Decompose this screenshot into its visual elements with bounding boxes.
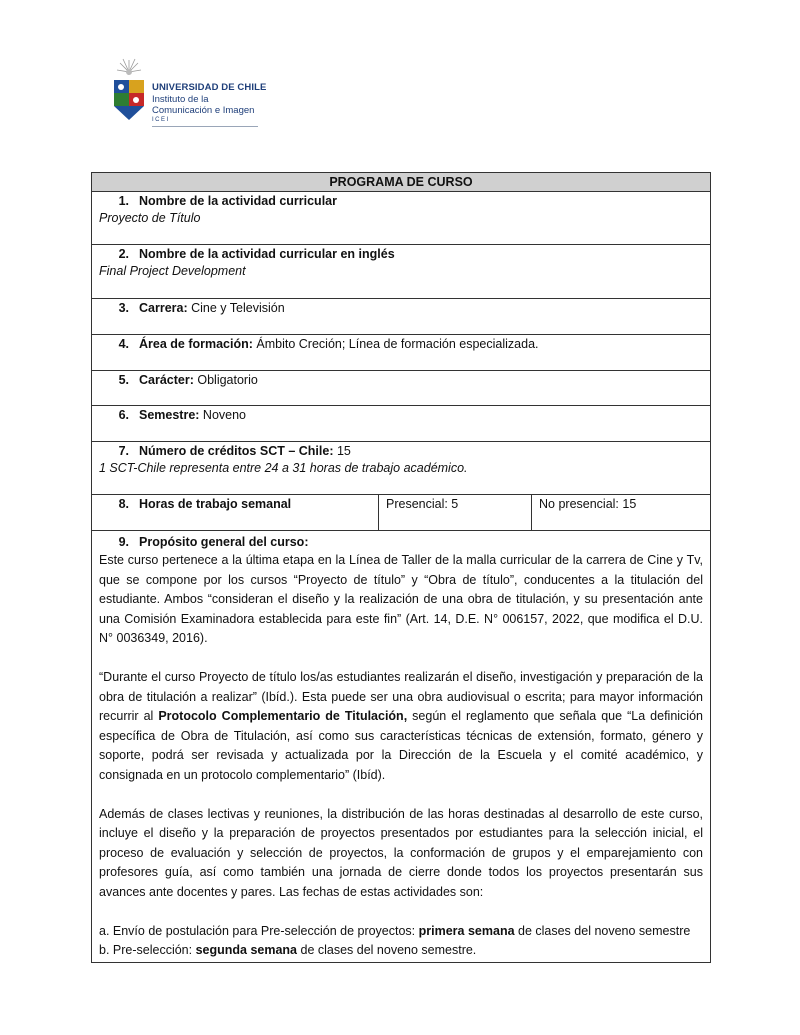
table-header: PROGRAMA DE CURSO <box>92 172 710 191</box>
section-number: 1. <box>118 194 129 208</box>
section-number: 8. <box>118 497 129 511</box>
logo-acronym: ICEI <box>152 117 170 123</box>
protocol-reference: Protocolo Complementario de Titulación, <box>158 709 408 724</box>
course-program-table <box>91 172 711 963</box>
section-career <box>92 298 710 334</box>
section-semester <box>92 405 710 441</box>
activity-item-a <box>92 922 710 942</box>
logo-divider <box>152 126 258 127</box>
section-number: 5. <box>118 373 129 387</box>
activity-text: de clases del noveno semestre. <box>297 943 477 958</box>
section-value: Cine y Televisión <box>187 301 285 315</box>
section-number: 6. <box>118 408 129 422</box>
hours-no-presencial: No presencial: 15 <box>539 497 637 511</box>
logo-institute-line1: Instituto de la <box>152 94 209 105</box>
section-value: Proyecto de Título <box>99 211 201 225</box>
activity-text: de clases del noveno semestre <box>514 923 691 938</box>
section-activity-name <box>92 191 710 244</box>
section-label: Semestre: <box>139 408 200 422</box>
section-label: Horas de trabajo semanal <box>139 497 292 511</box>
purpose-text: “Durante el curso Proyecto de título los/as estudiantes realizarán el diseño, investigación y preparación de la obra de titulación a realizar” (Ibíd.). Esta puede ser una obra audiovisual o escrita; para mayor información recurrir al <box>99 669 703 724</box>
section-training-area <box>92 334 710 370</box>
section-number: 2. <box>118 247 129 261</box>
section-value: Obligatorio <box>193 373 258 387</box>
activity-text: a. Envío de postulación para Pre-selección de proyectos: <box>99 923 419 938</box>
section-label: Nombre de la actividad curricular en inglés <box>139 247 395 261</box>
credits-note: 1 SCT-Chile representa entre 24 a 31 horas de trabajo académico. <box>99 461 468 475</box>
purpose-paragraph-2 <box>92 668 710 786</box>
section-label: Número de créditos SCT – Chile: <box>139 444 334 458</box>
university-crest-icon <box>108 58 150 128</box>
section-weekly-hours <box>92 494 710 530</box>
purpose-paragraph-3: Además de clases lectivas y reuniones, la distribución de las horas destinadas al desarrollo de este curso, incluye el diseño y la preparación de proyectos presentados por estudiantes para la selección inicial, el proceso de evaluación y selección de proyectos, la conformación de grupos y el emparejamiento con profesores guía, así como también una jornada de cierre donde todos los proyectos presentarán sus avances ante docentes y pares. Las fechas de estas actividades son: <box>99 806 703 899</box>
activity-week: primera semana <box>418 923 515 938</box>
purpose-paragraph-1: Este curso pertenece a la última etapa en la Línea de Taller de la malla curricular de la carrera de Cine y Tv, que se compone por los cursos “Proyecto de título” y “Obra de título”, conducentes a la titulación del estudiante. Ambos “consideran el diseño y la realización de una obra de titulación, y su presentación ante una Comisión Examinadora establecida para este fin” (Art. 14, D.E. N° 006157, 2022, que modifica el D.U. N° 0036349, 2016). <box>99 553 703 646</box>
section-number: 9. <box>118 535 129 549</box>
university-logo <box>108 58 268 128</box>
section-label: Carrera: <box>139 301 188 315</box>
section-label: Propósito general del curso: <box>139 535 309 549</box>
section-value: Noveno <box>199 408 247 422</box>
section-label: Nombre de la actividad curricular <box>139 194 337 208</box>
section-value: Final Project Development <box>99 264 246 278</box>
logo-university-name: UNIVERSIDAD DE CHILE <box>152 82 267 93</box>
section-value: Ámbito Creción; Línea de formación especializada. <box>252 337 539 351</box>
section-number: 7. <box>118 444 129 458</box>
section-number: 3. <box>118 301 129 315</box>
section-course-purpose <box>92 530 710 962</box>
activity-text: b. Pre-selección: <box>99 943 196 958</box>
section-value: 15 <box>333 444 351 458</box>
activity-week: segunda semana <box>195 943 298 958</box>
activity-item-b <box>92 941 710 961</box>
section-label: Área de formación: <box>139 337 253 351</box>
logo-institute-line2: Comunicación e Imagen <box>152 105 255 116</box>
section-label: Carácter: <box>139 373 194 387</box>
purpose-text: según el reglamento que señala que “La definición específica de Obra de Titulación, así como sus características técnicas de extensión, formato, género y soporte, podrá ser revisada y actualizada por la Dirección de la Escuela y el comité académico, y consignada en un protocolo complementario” (Ibíd). <box>99 709 703 782</box>
section-character <box>92 370 710 405</box>
section-credits <box>92 441 710 494</box>
section-number: 4. <box>118 337 129 351</box>
hours-presencial: Presencial: 5 <box>379 495 532 530</box>
section-activity-name-english <box>92 244 710 298</box>
